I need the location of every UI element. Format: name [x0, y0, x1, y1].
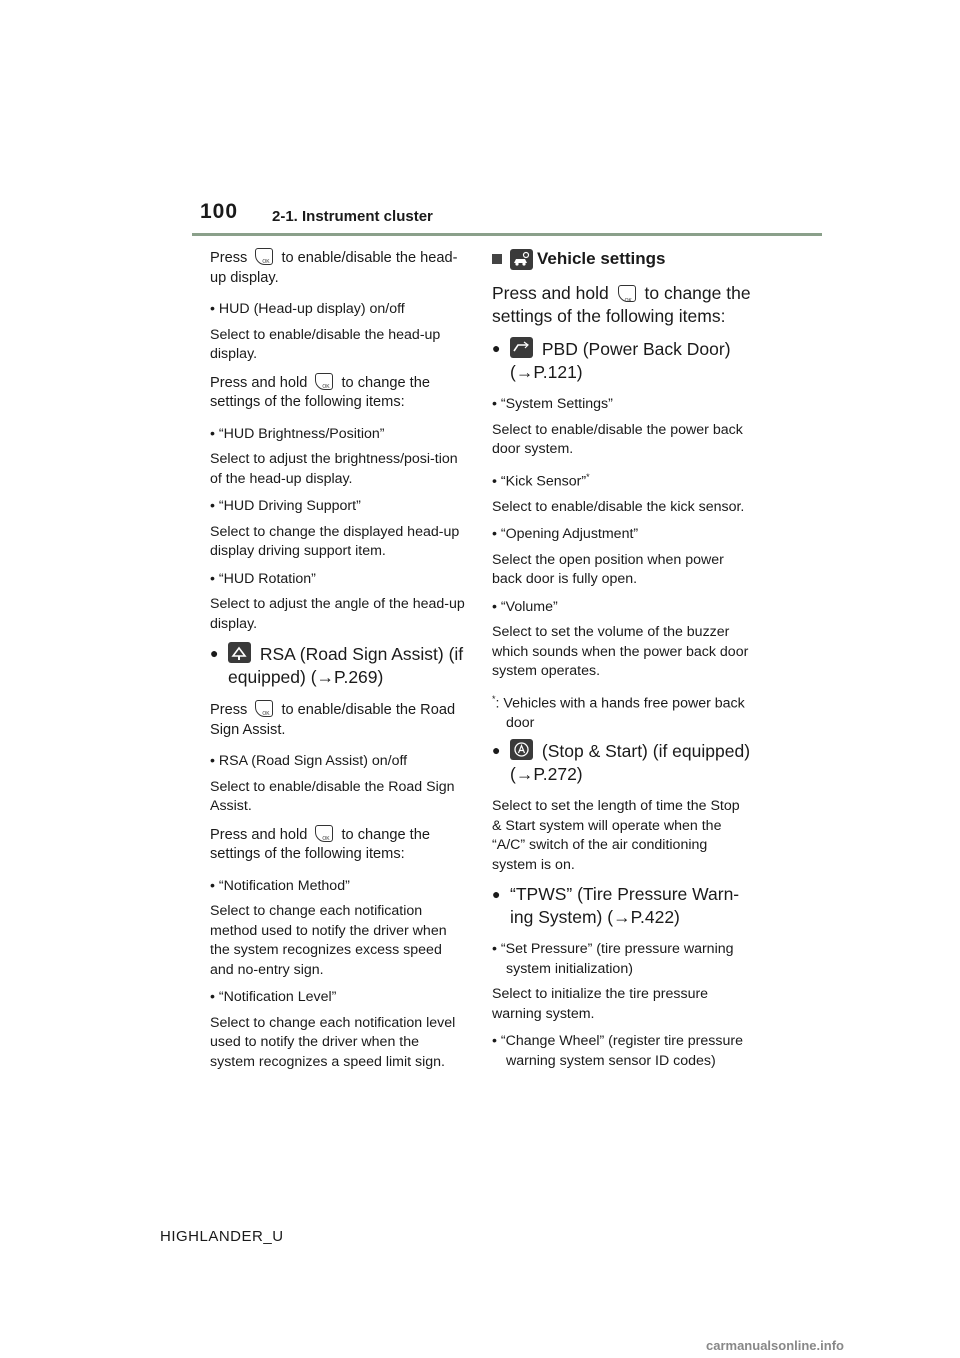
- hud-hold-post: to change the settings of the following items:: [210, 374, 430, 410]
- hud-hold-text: [210, 373, 466, 413]
- section-square-icon: [492, 254, 502, 264]
- model-footer: HIGHLANDER_U: [160, 1228, 284, 1245]
- set-pressure-bullet: • “Set Pressure” (tire pressure warning system initialization): [492, 941, 734, 977]
- notification-level-desc: Select to change each notification level used to notify the driver when the system recognizes a speed limit sign.: [210, 1014, 456, 1070]
- hud-press-text: [210, 248, 466, 288]
- notification-method-bullet: • “Notification Method”: [210, 877, 350, 894]
- hud-press-post: to enable/disable the head-up display.: [210, 250, 458, 286]
- ok-switch-icon: [315, 373, 333, 390]
- tpws-heading-text: “TPWS” (Tire Pressure Warn-ing System) (→P.422): [510, 884, 740, 927]
- rsa-heading-text: RSA (Road Sign Assist) (if equipped) (→P.269): [228, 644, 464, 687]
- driving-support-bullet: • “HUD Driving Support”: [210, 498, 361, 514]
- stop-start-heading-text: (Stop & Start) (if equipped) (→P.272): [510, 741, 751, 784]
- left-column: [210, 248, 466, 1080]
- bullet-dot-icon: ●: [492, 742, 501, 759]
- stop-start-icon: [510, 739, 533, 760]
- ok-switch-icon: [618, 285, 636, 302]
- hud-hold-pre: Press and hold: [210, 374, 308, 391]
- ok-switch-icon: [315, 825, 333, 842]
- bullet-dot-icon: ●: [492, 886, 501, 903]
- vehicle-settings-heading: [492, 248, 752, 270]
- rsa-hold-post: to change the settings of the following items:: [210, 826, 430, 862]
- right-column: [492, 248, 752, 1077]
- set-pressure-desc: Select to initialize the tire pressure warning system.: [492, 986, 709, 1022]
- change-wheel-bullet: • “Change Wheel” (register tire pressure warning system sensor ID codes): [492, 1033, 743, 1069]
- brightness-bullet: • “HUD Brightness/Position”: [210, 425, 385, 442]
- rsa-hold-pre: Press and hold: [210, 826, 308, 843]
- opening-adjustment-desc: Select the open position when power back door is fully open.: [492, 551, 724, 588]
- rsa-heading: [210, 642, 466, 688]
- tpws-heading: [492, 883, 752, 928]
- opening-adjustment-bullet: • “Opening Adjustment”: [492, 526, 639, 543]
- volume-desc: Select to set the volume of the buzzer which sounds when the power back door system operates.: [492, 624, 749, 680]
- kick-sensor-star: *: [586, 471, 590, 482]
- road-sign-icon: [228, 642, 251, 663]
- kick-sensor-bullet: [492, 468, 752, 492]
- kick-sensor-label: • “Kick Sensor”: [492, 473, 587, 490]
- notification-method-desc: Select to change each notification method used to notify the driver when the system recognizes excess speed and no-entry sign.: [210, 903, 447, 978]
- pbd-heading-text: PBD (Power Back Door) (→P.121): [510, 339, 731, 382]
- kick-sensor-desc: Select to enable/disable the kick sensor.: [492, 498, 745, 515]
- rsa-press-pre: Press: [210, 702, 248, 718]
- rotation-desc: Select to adjust the angle of the head-up display.: [210, 596, 465, 632]
- footnote-text: : Vehicles with a hands free power back door: [495, 695, 745, 731]
- header-rule: [192, 233, 822, 236]
- rsa-press-post: to enable/disable the Road Sign Assist.: [210, 702, 456, 738]
- rsa-press-text: [210, 700, 466, 740]
- vehicle-hold-text: [492, 282, 752, 327]
- brightness-desc: Select to adjust the brightness/posi-tion of the head-up display.: [210, 451, 458, 487]
- system-settings-desc: Select to enable/disable the power back door system.: [492, 421, 743, 457]
- footnote: [492, 690, 752, 734]
- back-door-icon: [510, 337, 533, 358]
- driving-support-desc: Select to change the displayed head-up display driving support item.: [210, 523, 460, 559]
- vehicle-hold-pre: Press and hold: [492, 283, 609, 303]
- rsa-bullet: • RSA (Road Sign Assist) on/off: [210, 753, 408, 769]
- volume-bullet: • “Volume”: [492, 598, 558, 615]
- page-header: [0, 0, 960, 240]
- hud-select-text: Select to enable/disable the head-up display.: [210, 326, 441, 362]
- bullet-dot-icon: ●: [492, 340, 501, 356]
- rsa-hold-text: [210, 825, 466, 865]
- rotation-bullet: • “HUD Rotation”: [210, 570, 316, 587]
- vehicle-settings-title: Vehicle settings: [537, 249, 666, 268]
- page-number: 100: [200, 200, 239, 223]
- vehicle-settings-icon: [510, 249, 533, 270]
- hud-press-pre: Press: [210, 250, 248, 266]
- footnote-star: *: [492, 693, 496, 704]
- stop-start-desc: Select to set the length of time the Stop & Start system will operate when the “A/C” switch of the air conditioning system is on.: [492, 798, 740, 873]
- section-title: 2-1. Instrument cluster: [272, 208, 433, 225]
- rsa-select-text: Select to enable/disable the Road Sign Assist.: [210, 778, 455, 814]
- stop-start-heading: [492, 739, 752, 785]
- pbd-heading: [492, 337, 752, 383]
- system-settings-bullet: • “System Settings”: [492, 396, 613, 412]
- vehicle-hold-post: to change the settings of the following items:: [492, 283, 751, 326]
- ok-switch-icon: [255, 700, 273, 717]
- notification-level-bullet: • “Notification Level”: [210, 989, 337, 1005]
- bullet-dot-icon: ●: [210, 645, 219, 661]
- ok-switch-icon: [255, 248, 273, 265]
- hud-bullet: • HUD (Head-up display) on/off: [210, 301, 405, 317]
- site-watermark: carmanualsonline.info: [706, 1338, 844, 1353]
